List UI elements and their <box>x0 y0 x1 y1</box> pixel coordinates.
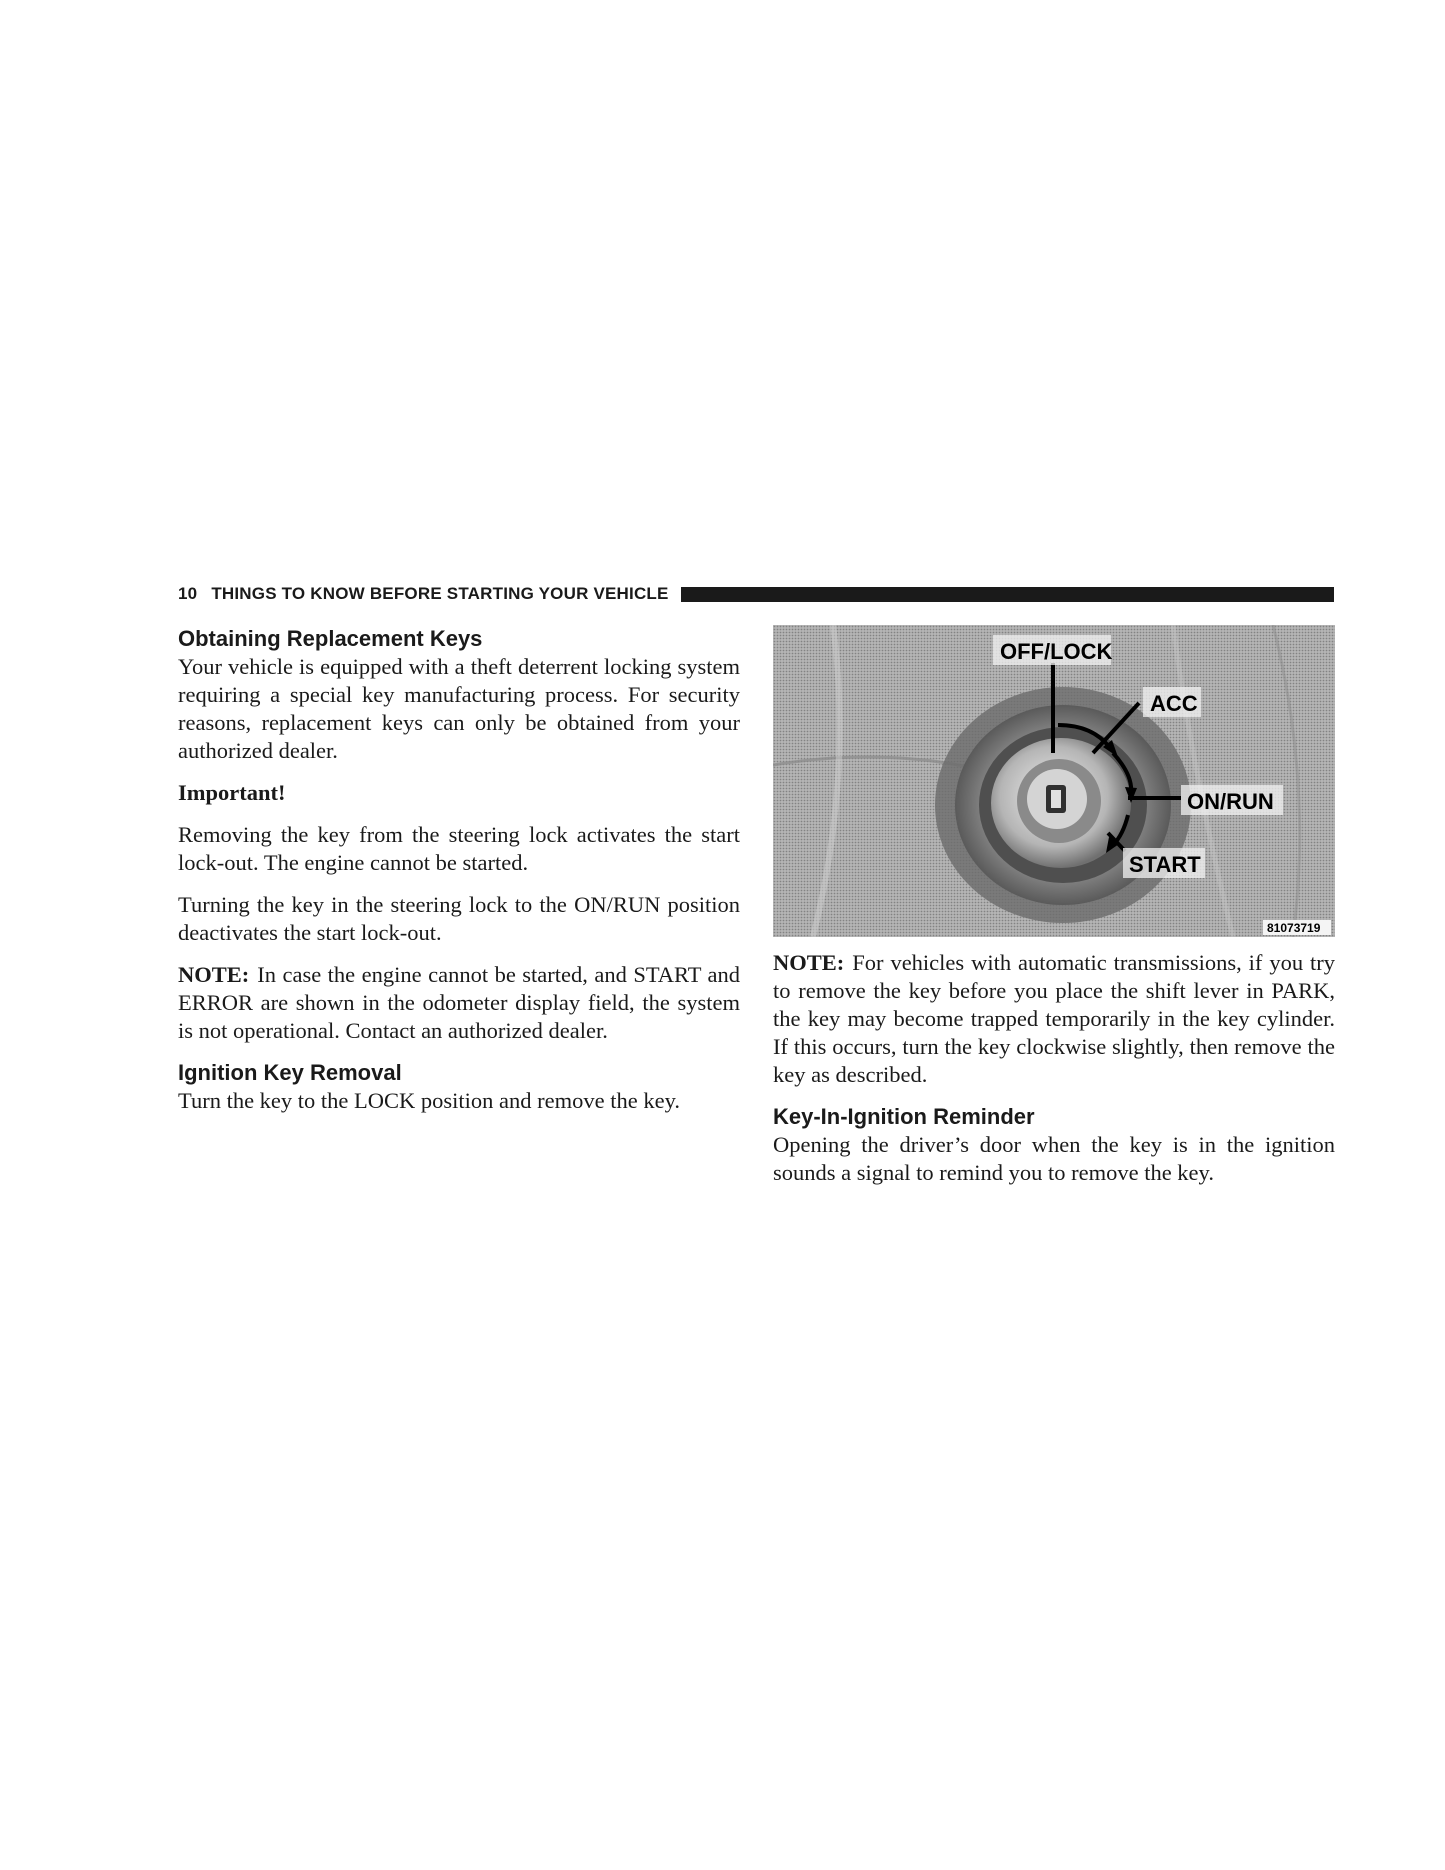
note-paragraph-1 <box>178 961 740 1045</box>
key-removal-paragraph: Turn the key to the LOCK position and remove the key. <box>178 1088 681 1113</box>
note-text: In case the engine cannot be started, and START and ERROR are shown in the odometer display field, the system is not operational. Contact an authorized dealer. <box>178 962 740 1043</box>
right-column <box>773 625 1335 1201</box>
replacement-keys-paragraph: Your vehicle is equipped with a theft deterrent locking system requiring a special key manufacturing process. For security reasons, replacement keys can only be obtained from your authorized dealer. <box>178 654 740 763</box>
note-label-2: NOTE: <box>773 950 845 975</box>
label-acc: ACC <box>1150 691 1198 716</box>
reminder-paragraph: Opening the driver’s door when the key is in the ignition sounds a signal to remind you to remove the key. <box>773 1132 1335 1185</box>
running-head <box>178 582 1334 606</box>
note-text-2: For vehicles with automatic transmissions, if you try to remove the key before you place the shift lever in PARK, the key may become trapped temporarily in the key cylinder. If this occurs, turn the key clockwise slightly, then remove the key as described. <box>773 950 1335 1087</box>
note-paragraph-2 <box>773 949 1335 1089</box>
ignition-illustration <box>773 625 1335 937</box>
label-on-run: ON/RUN <box>1187 789 1274 814</box>
ignition-figure <box>773 625 1335 937</box>
label-off-lock: OFF/LOCK <box>1000 639 1113 664</box>
important-paragraph-2: Turning the key in the steering lock to the ON/RUN position deactivates the start lock-out. <box>178 892 740 945</box>
key-removal-heading: Ignition Key Removal <box>178 1060 402 1085</box>
replacement-keys-heading: Obtaining Replacement Keys <box>178 626 483 651</box>
section-title: THINGS TO KNOW BEFORE STARTING YOUR VEHICLE <box>211 584 669 603</box>
label-start: START <box>1129 852 1201 877</box>
figure-id: 81073719 <box>1267 921 1321 935</box>
header-rule <box>681 587 1334 602</box>
reminder-heading: Key-In-Ignition Reminder <box>773 1104 1035 1129</box>
important-label: Important! <box>178 780 286 805</box>
important-paragraph-1: Removing the key from the steering lock activates the start lock-out. The engine cannot be started. <box>178 822 740 875</box>
note-label: NOTE: <box>178 962 250 987</box>
left-column <box>178 625 740 1129</box>
page-number: 10 <box>178 584 198 603</box>
